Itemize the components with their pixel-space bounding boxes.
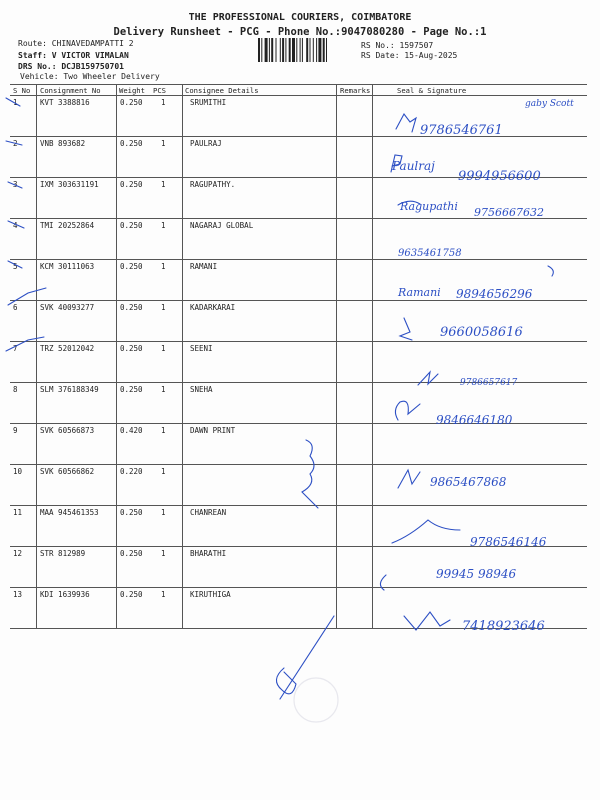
table-rule xyxy=(10,382,587,383)
table-rule xyxy=(10,628,587,629)
cell-consignment: SVK 60566873 xyxy=(40,426,95,435)
cell-consignee: BHARATHI xyxy=(190,549,227,558)
cell-consignment: KDI 1639936 xyxy=(40,590,90,599)
cell-weight: 0.250 xyxy=(120,344,143,353)
header-remarks: Remarks xyxy=(340,86,371,95)
handwritten-phone-3: 9756667632 xyxy=(474,206,544,219)
cell-consignment: IXM 303631191 xyxy=(40,180,99,189)
cell-consignment: KVT 3388816 xyxy=(40,98,90,107)
cell-sno: 8 xyxy=(13,385,18,394)
cell-weight: 0.250 xyxy=(120,180,143,189)
cell-sno: 11 xyxy=(13,508,23,517)
cell-weight: 0.250 xyxy=(120,262,143,271)
header-consignee: Consignee Details xyxy=(185,86,259,95)
cell-sno: 13 xyxy=(13,590,23,599)
vehicle-label: Vehicle: Two Wheeler Delivery xyxy=(20,72,160,81)
cell-consignment: MAA 945461353 xyxy=(40,508,99,517)
handwritten-phone-5: 9894656296 xyxy=(456,287,533,301)
header-sno: S No xyxy=(13,86,31,95)
company-title: THE PROFESSIONAL COURIERS, COIMBATORE xyxy=(188,12,412,23)
cell-pcs: 1 xyxy=(161,508,166,517)
barcode-bar xyxy=(316,38,317,62)
table-rule xyxy=(10,136,587,137)
barcode-bar xyxy=(302,38,303,62)
cell-sno: 10 xyxy=(13,467,23,476)
cell-weight: 0.250 xyxy=(120,549,143,558)
table-column-rule xyxy=(372,84,373,628)
cell-sno: 6 xyxy=(13,303,18,312)
cell-consignment: TRZ 52012042 xyxy=(40,344,95,353)
cell-consignee: NAGARAJ GLOBAL xyxy=(190,221,254,230)
cell-consignee: RAGUPATHY. xyxy=(190,180,236,189)
cell-consignee: SRUMITHI xyxy=(190,98,227,107)
cell-weight: 0.250 xyxy=(120,590,143,599)
cell-pcs: 1 xyxy=(161,303,166,312)
handwritten-phone-6: 9660058616 xyxy=(440,325,523,340)
table-rule xyxy=(10,341,587,342)
cell-pcs: 1 xyxy=(161,221,166,230)
cell-weight: 0.250 xyxy=(120,221,143,230)
table-rule xyxy=(10,300,587,301)
table-rule xyxy=(10,218,587,219)
barcode-bar xyxy=(276,38,277,62)
cell-sno: 4 xyxy=(13,221,18,230)
barcode-bar xyxy=(258,38,260,62)
barcode-bar xyxy=(265,38,268,62)
barcode-bar xyxy=(282,38,284,62)
cell-weight: 0.250 xyxy=(120,508,143,517)
header-signature: Seal & Signature xyxy=(397,86,467,95)
cell-consignee: SEENI xyxy=(190,344,213,353)
barcode-bar xyxy=(318,38,321,62)
cell-weight: 0.250 xyxy=(120,139,143,148)
cell-consignee: CHANREAN xyxy=(190,508,227,517)
handwritten-phone-10: 9865467868 xyxy=(430,475,507,489)
handwritten-phone-13: 7418923646 xyxy=(462,619,545,634)
cell-pcs: 1 xyxy=(161,590,166,599)
cell-pcs: 1 xyxy=(161,262,166,271)
barcode-bar xyxy=(292,38,295,62)
cell-weight: 0.220 xyxy=(120,467,143,476)
table-column-rule xyxy=(336,84,337,628)
table-column-rule xyxy=(36,84,37,628)
table-rule xyxy=(10,464,587,465)
barcode-bar xyxy=(289,38,291,62)
table-column-rule xyxy=(116,84,117,628)
cell-pcs: 1 xyxy=(161,385,166,394)
table-rule xyxy=(10,259,587,260)
handwritten-phone-8: 9846646180 xyxy=(436,413,513,427)
cell-pcs: 1 xyxy=(161,467,166,476)
table-rule xyxy=(10,505,587,506)
cell-consignment: STR 812989 xyxy=(40,549,86,558)
cell-pcs: 1 xyxy=(161,549,166,558)
barcode-bar xyxy=(285,38,286,62)
handwritten-name-2: Paulraj xyxy=(392,159,435,173)
handwritten-phone-2: 9994956600 xyxy=(458,169,541,184)
cell-weight: 0.250 xyxy=(120,98,143,107)
barcode-bar xyxy=(310,38,311,62)
drs-label: DRS No.: DCJB159750701 xyxy=(18,62,124,71)
cell-sno: 12 xyxy=(13,549,23,558)
cell-sno: 1 xyxy=(13,98,18,107)
handwritten-name-5: Ramani xyxy=(398,286,441,299)
staff-label: Staff: V VICTOR VIMALAN xyxy=(18,51,129,60)
handwritten-phone-4: 9635461758 xyxy=(398,248,462,259)
handwritten-phone-7: 9786657617 xyxy=(460,378,518,388)
header-weight: Weight xyxy=(119,86,145,95)
cell-consignment: KCM 30111063 xyxy=(40,262,95,271)
barcode-bar xyxy=(323,38,325,62)
table-rule xyxy=(10,177,587,178)
cell-pcs: 1 xyxy=(161,180,166,189)
barcode-bar xyxy=(306,38,308,62)
cell-pcs: 1 xyxy=(161,98,166,107)
cell-pcs: 1 xyxy=(161,344,166,353)
cell-weight: 0.420 xyxy=(120,426,143,435)
barcode-bar xyxy=(261,38,262,62)
cell-weight: 0.250 xyxy=(120,385,143,394)
route-label: Route: CHINAVEDAMPATTI 2 xyxy=(18,39,134,48)
faint-stamp xyxy=(294,678,338,722)
table-rule xyxy=(10,546,587,547)
barcode-bar xyxy=(271,38,273,62)
table-rule xyxy=(10,95,587,96)
cell-consignee: KADARKARAI xyxy=(190,303,236,312)
table-rule xyxy=(10,84,587,85)
cell-consignee: KIRUTHIGA xyxy=(190,590,231,599)
barcode-bar xyxy=(313,38,314,62)
cell-sno: 2 xyxy=(13,139,18,148)
barcode-image xyxy=(258,38,354,62)
table-rule xyxy=(10,423,587,424)
cell-consignment: SVK 40093277 xyxy=(40,303,95,312)
cell-consignment: TMI 20252864 xyxy=(40,221,95,230)
barcode-bar xyxy=(280,38,281,62)
handwritten-phone-12: 99945 98946 xyxy=(436,567,517,581)
cell-consignment: VNB 893682 xyxy=(40,139,86,148)
cell-consignee: SNEHA xyxy=(190,385,213,394)
rs-date: RS Date: 15-Aug-2025 xyxy=(361,51,458,60)
cell-sno: 5 xyxy=(13,262,18,271)
cell-consignment: SLM 376188349 xyxy=(40,385,99,394)
barcode-bar xyxy=(296,38,297,62)
cell-sno: 3 xyxy=(13,180,18,189)
barcode-bar xyxy=(300,38,301,62)
cell-consignee: PAULRAJ xyxy=(190,139,222,148)
table-column-rule xyxy=(182,84,183,628)
header-consignment: Consignment No xyxy=(40,86,101,95)
cell-consignee: RAMANI xyxy=(190,262,218,271)
handwritten-phone-11: 9786546146 xyxy=(470,535,547,549)
handwritten-name-1: gaby Scott xyxy=(525,99,574,109)
header-pcs: PCS xyxy=(153,86,166,95)
table-rule xyxy=(10,587,587,588)
cell-consignee: DAWN PRINT xyxy=(190,426,236,435)
cell-weight: 0.250 xyxy=(120,303,143,312)
barcode-bar xyxy=(269,38,270,62)
cell-consignment: SVK 60566862 xyxy=(40,467,95,476)
handwritten-name-3: Ragupathi xyxy=(400,200,458,213)
cell-sno: 9 xyxy=(13,426,18,435)
cell-pcs: 1 xyxy=(161,139,166,148)
runsheet-subtitle: Delivery Runsheet - PCG - Phone No.:9047080280 - Page No.:1 xyxy=(113,26,487,38)
cell-sno: 7 xyxy=(13,344,18,353)
rs-number: RS No.: 1597507 xyxy=(361,41,434,50)
cell-pcs: 1 xyxy=(161,426,166,435)
barcode-bar xyxy=(326,38,327,62)
handwritten-phone-1: 9786546761 xyxy=(420,123,503,138)
